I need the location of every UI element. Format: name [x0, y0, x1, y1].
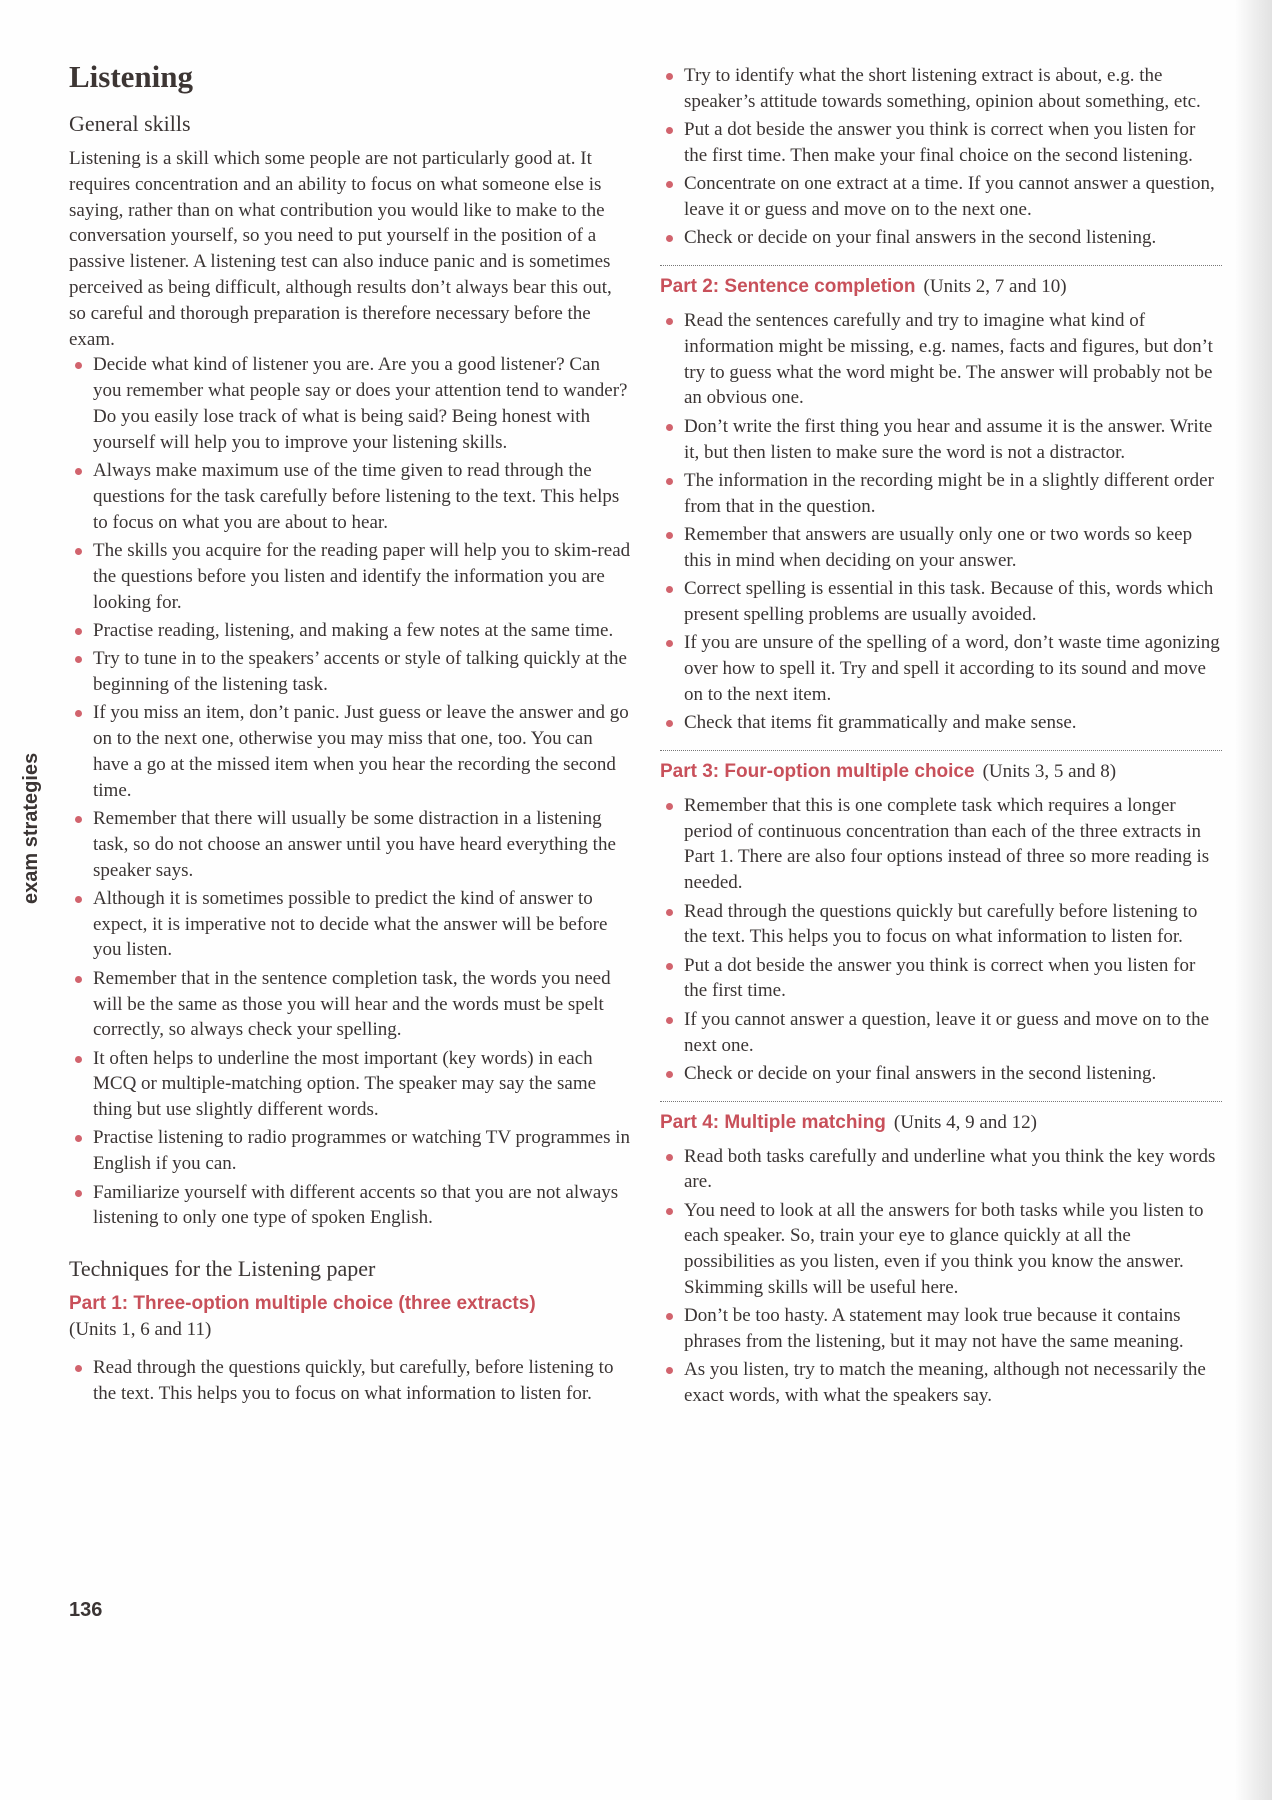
page-number: 136	[69, 1599, 103, 1621]
intro-paragraph: Listening is a skill which some people are not particularly good at. It requires concentration and an ability to focus on what someone else is saying, rather than on what contribution you would like to make to the conversation yourself, so you need to put yourself in the position of a passive listener. A listening test can also induce panic and is sometimes perceived as being difficult, although results don’t always bear this out, so careful and thorough preparation is therefore necessary before the exam.	[69, 148, 612, 350]
bullet-item: The information in the recording might be in a slightly different order from that in the question.	[660, 468, 1222, 520]
page-title: Listening	[69, 59, 194, 94]
bullet-item: Always make maximum use of the time given to read through the questions for the task carefully before listening to the text. This helps to focus on what you are about to hear.	[69, 458, 631, 535]
bullet-item: Read through the questions quickly, but carefully, before listening to the text. This helps you to focus on what information to listen for.	[69, 1355, 631, 1407]
bullet-item: It often helps to underline the most important (key words) in each MCQ or multiple-matching option. The speaker may say the same thing but use slightly different words.	[69, 1046, 631, 1123]
general-skills-list	[69, 352, 631, 1231]
bullet-item: Remember that answers are usually only one or two words so keep this in mind when deciding on your answer.	[660, 522, 1222, 574]
bullet-item: Don’t write the first thing you hear and assume it is the answer. Write it, but then listen to make sure the word is not a distractor.	[660, 414, 1222, 466]
part3-title: Part 3: Four-option multiple choice	[660, 760, 975, 782]
bullet-item: Practise listening to radio programmes or watching TV programmes in English if you can.	[69, 1125, 631, 1177]
bullet-item: Try to tune in to the speakers’ accents or style of talking quickly at the beginning of the listening task.	[69, 646, 631, 698]
bullet-item: Try to identify what the short listening extract is about, e.g. the speaker’s attitude towards something, opinion about something, etc.	[660, 63, 1222, 115]
bullet-item: If you cannot answer a question, leave it or guess and move on to the next one.	[660, 1007, 1222, 1059]
section-side-label: exam strategies	[20, 752, 42, 904]
techniques-heading: Techniques for the Listening paper	[69, 1256, 376, 1282]
divider	[660, 1101, 1222, 1102]
bullet-item: If you miss an item, don’t panic. Just guess or leave the answer and go on to the next one, otherwise you may miss that one, too. You can have a go at the missed item when you hear the recording the second time.	[69, 700, 631, 803]
bullet-item: Familiarize yourself with different accents so that you are not always listening to only one type of spoken English.	[69, 1180, 631, 1232]
part1-continued-list	[660, 63, 1222, 251]
bullet-item: Don’t be too hasty. A statement may look true because it contains phrases from the listening, but it may not have the same meaning.	[660, 1303, 1222, 1355]
divider	[660, 265, 1222, 266]
divider	[660, 750, 1222, 751]
bullet-item: Read through the questions quickly but carefully before listening to the text. This helps you to focus on what information to listen for.	[660, 899, 1222, 951]
part4-title: Part 4: Multiple matching	[660, 1111, 886, 1133]
part1-title: Part 1: Three-option multiple choice (three extracts)	[69, 1293, 536, 1315]
bullet-item: Read the sentences carefully and try to imagine what kind of information might be missing, e.g. names, facts and figures, but don’t try to guess what the word might be. The answer will probably not be an obvious one.	[660, 308, 1222, 411]
bullet-item: Although it is sometimes possible to predict the kind of answer to expect, it is imperative not to decide what the answer will be before you listen.	[69, 886, 631, 963]
bullet-item: You need to look at all the answers for both tasks while you listen to each speaker. So, train your eye to glance quickly at all the possibilities as you listen, even if you think you know the answer. Skimming skills will be useful here.	[660, 1198, 1222, 1301]
part3-units: (Units 3, 5 and 8)	[982, 760, 1117, 782]
bullet-item: Decide what kind of listener you are. Are you a good listener? Can you remember what people say or does your attention tend to wander? Do you easily lose track of what is being said? Being honest with yourself will help you to improve your listening skills.	[69, 352, 631, 455]
part4-units: (Units 4, 9 and 12)	[893, 1111, 1037, 1133]
bullet-item: If you are unsure of the spelling of a word, don’t waste time agonizing over how to spell it. Try and spell it according to its sound and move on to the next item.	[660, 630, 1222, 707]
general-skills-heading: General skills	[69, 111, 191, 136]
bullet-item: Remember that this is one complete task which requires a longer period of continuous concentration than each of the three extracts in Part 1. There are also four options instead of three so more reading is needed.	[660, 793, 1222, 896]
bullet-item: Remember that there will usually be some distraction in a listening task, so do not choose an answer until you have heard everything the speaker says.	[69, 806, 631, 883]
right-column	[660, 63, 1222, 1412]
part1-heading	[69, 1291, 631, 1343]
part2-list	[660, 308, 1222, 736]
part1-list	[69, 1355, 631, 1407]
bullet-item: Check that items fit grammatically and make sense.	[660, 710, 1222, 736]
part1-units: (Units 1, 6 and 11)	[69, 1319, 212, 1341]
bullet-item: As you listen, try to match the meaning, although not necessarily the exact words, with what the speakers say.	[660, 1357, 1222, 1409]
bullet-item: Check or decide on your final answers in the second listening.	[660, 1061, 1222, 1087]
part2-heading	[660, 274, 1222, 300]
part3-list	[660, 793, 1222, 1087]
bullet-item: Remember that in the sentence completion task, the words you need will be the same as those you will hear and the words must be spelt correctly, so always check your spelling.	[69, 966, 631, 1043]
part2-units: (Units 2, 7 and 10)	[923, 276, 1067, 298]
part3-heading	[660, 759, 1222, 785]
part4-heading	[660, 1110, 1222, 1136]
bullet-item: Put a dot beside the answer you think is correct when you listen for the first time. Then make your final choice on the second listening.	[660, 117, 1222, 169]
bullet-item: Read both tasks carefully and underline what you think the key words are.	[660, 1144, 1222, 1196]
bullet-item: Put a dot beside the answer you think is correct when you listen for the first time.	[660, 953, 1222, 1005]
bullet-item: Concentrate on one extract at a time. If you cannot answer a question, leave it or guess and move on to the next one.	[660, 171, 1222, 223]
bullet-item: Check or decide on your final answers in the second listening.	[660, 225, 1222, 251]
page-edge-shadow	[1236, 0, 1272, 1800]
bullet-item: The skills you acquire for the reading paper will help you to skim-read the questions before you listen and identify the information you are looking for.	[69, 538, 631, 615]
left-column	[69, 58, 631, 1409]
bullet-item: Correct spelling is essential in this task. Because of this, words which present spelling problems are usually avoided.	[660, 576, 1222, 628]
bullet-item: Practise reading, listening, and making a few notes at the same time.	[69, 618, 631, 644]
part2-title: Part 2: Sentence completion	[660, 276, 916, 298]
part4-list	[660, 1144, 1222, 1409]
